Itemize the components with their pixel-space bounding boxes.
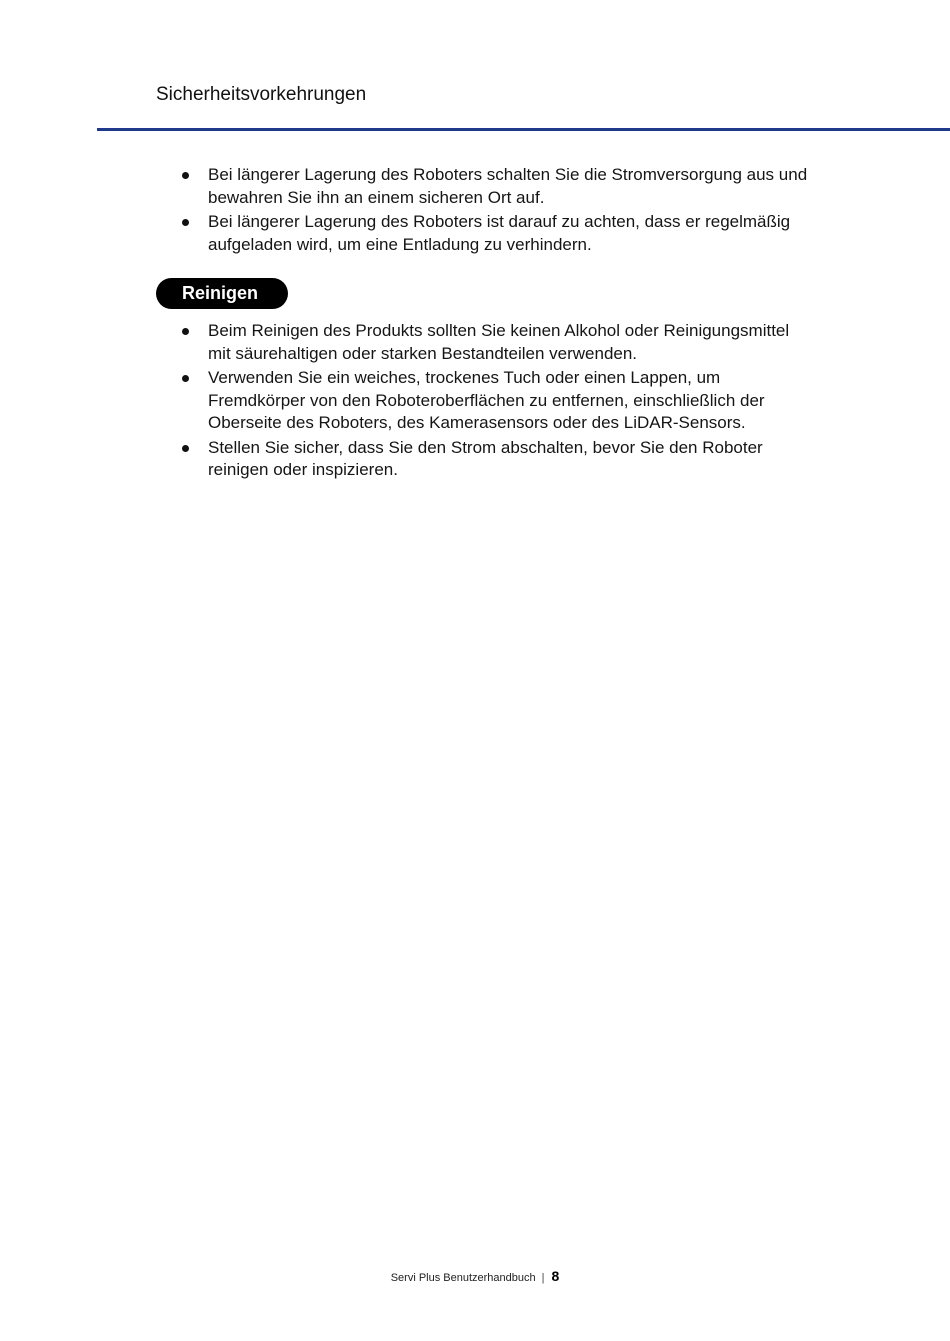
- header-divider: [97, 128, 950, 131]
- storage-bullet-list: [0, 164, 808, 258]
- footer-separator: |: [541, 1272, 545, 1284]
- list-item: [0, 320, 808, 365]
- list-item: [0, 164, 808, 209]
- list-item: [0, 367, 808, 435]
- bullet-icon: [182, 172, 189, 179]
- footer-manual-title: Servi Plus Benutzerhandbuch: [390, 1272, 536, 1284]
- bullet-icon: [182, 219, 189, 226]
- list-item-text: Verwenden Sie ein weiches, trockenes Tuch oder einen Lappen, um Fremdkörper von den Roboteroberflächen zu entfernen, einschließlich der Oberseite des Roboters, des Kamerasensors oder des LiDAR-Sensors.: [208, 368, 765, 432]
- list-item-text: Beim Reinigen des Produkts sollten Sie keinen Alkohol oder Reinigungsmittel mit säurehaltigen oder starken Bestandteilen verwenden.: [208, 321, 790, 363]
- list-item-text: Bei längerer Lagerung des Roboters ist darauf zu achten, dass er regelmäßig aufgeladen wird, um eine Entladung zu verhindern.: [208, 212, 791, 254]
- cleaning-bullet-list: [0, 320, 808, 484]
- list-item-text: Bei längerer Lagerung des Roboters schalten Sie die Stromversorgung aus und bewahren Sie ihn an einem sicheren Ort auf.: [208, 165, 808, 207]
- bullet-icon: [182, 375, 189, 382]
- bullet-icon: [182, 328, 189, 335]
- page-section-title: Sicherheitsvorkehrungen: [156, 84, 367, 105]
- list-item-text: Stellen Sie sicher, dass Sie den Strom abschalten, bevor Sie den Roboter reinigen oder inspizieren.: [208, 437, 763, 479]
- page-number: 8: [551, 1268, 560, 1284]
- section-heading-reinigen: Reinigen: [156, 278, 288, 309]
- page-footer: [0, 1267, 950, 1287]
- list-item: [0, 437, 808, 482]
- list-item: [0, 211, 808, 256]
- bullet-icon: [182, 445, 189, 452]
